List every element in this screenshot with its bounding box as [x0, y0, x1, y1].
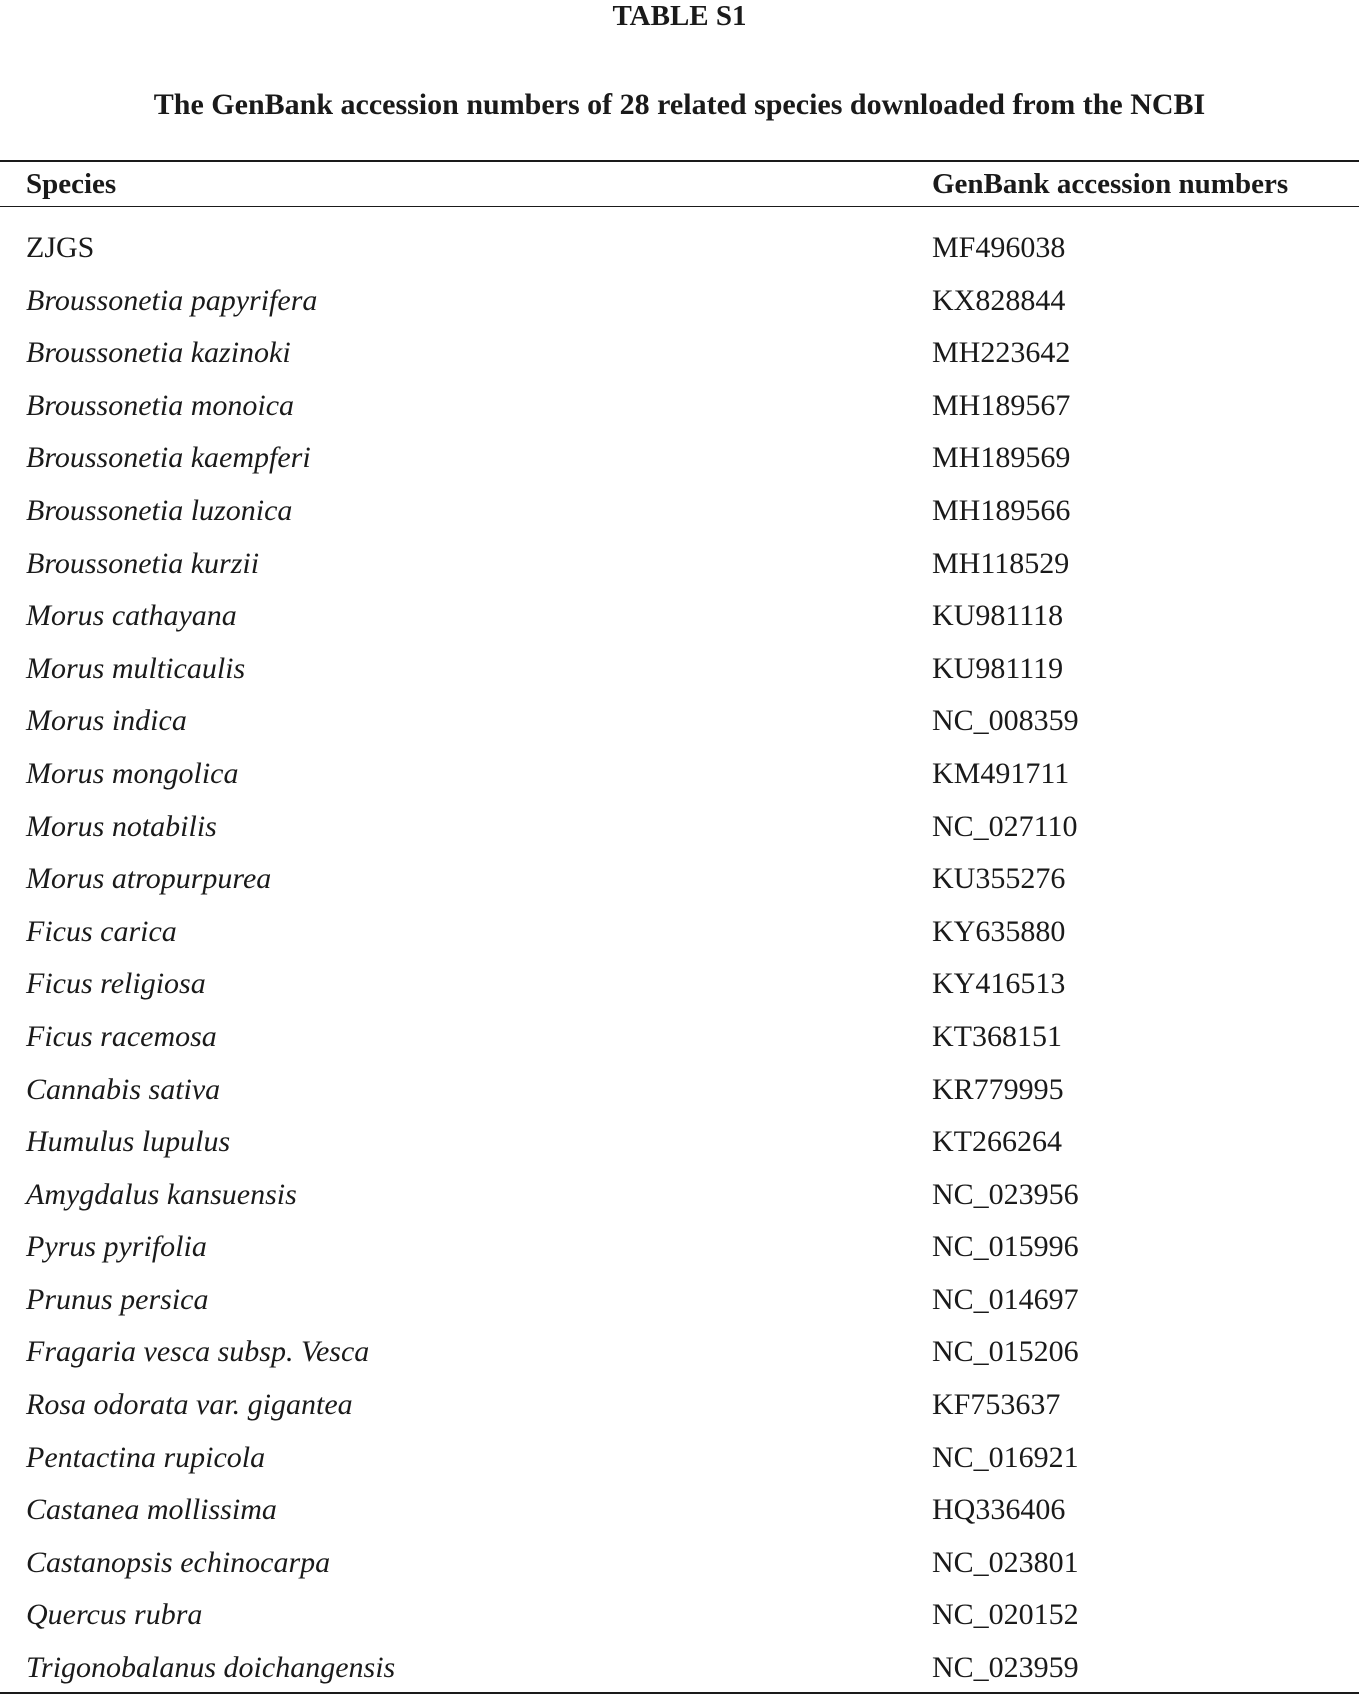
- species-cell: Broussonetia kurzii: [26, 546, 260, 580]
- table-row: [0, 327, 1359, 380]
- accession-cell: KX828844: [932, 283, 1066, 317]
- table-row: [0, 1064, 1359, 1117]
- species-cell: Ficus religiosa: [26, 967, 206, 1001]
- accession-cell: HQ336406: [932, 1493, 1066, 1527]
- species-cell: Morus atropurpurea: [26, 862, 272, 896]
- accession-cell: NC_023959: [932, 1651, 1079, 1685]
- table-caption: The GenBank accession numbers of 28 related species downloaded from the NCBI: [153, 88, 1206, 121]
- accession-cell: KU981118: [932, 599, 1064, 633]
- species-cell: Broussonetia kaempferi: [26, 441, 311, 475]
- table-row: [0, 958, 1359, 1011]
- species-cell: Broussonetia papyrifera: [26, 283, 318, 317]
- table-row: [0, 1379, 1359, 1432]
- table-label: TABLE S1: [612, 0, 747, 32]
- accession-cell: NC_016921: [932, 1440, 1079, 1474]
- species-column-header: Species: [26, 168, 117, 200]
- table-row: [0, 1116, 1359, 1169]
- accession-cell: MF496038: [932, 231, 1066, 264]
- species-cell: Morus multicaulis: [26, 651, 246, 685]
- accession-cell: NC_020152: [932, 1598, 1079, 1632]
- species-cell: Trigonobalanus doichangensis: [26, 1651, 396, 1685]
- table-row: [0, 275, 1359, 328]
- accession-cell: NC_015996: [932, 1230, 1079, 1264]
- accession-cell: MH189566: [932, 493, 1071, 527]
- table-row: [0, 222, 1359, 275]
- accession-cell: MH118529: [932, 546, 1070, 580]
- table-row: [0, 590, 1359, 643]
- accession-cell: NC_014697: [932, 1282, 1079, 1316]
- accession-cell: KR779995: [932, 1072, 1064, 1106]
- accession-cell: NC_027110: [932, 809, 1078, 843]
- table-row: [0, 485, 1359, 538]
- table-header-row: [0, 164, 1359, 204]
- table-row: [0, 1011, 1359, 1064]
- accession-cell: MH223642: [932, 336, 1071, 370]
- table-row: [0, 1432, 1359, 1485]
- table-row: [0, 906, 1359, 959]
- species-cell: Ficus carica: [26, 914, 177, 948]
- accession-cell: KU981119: [932, 651, 1064, 685]
- species-cell: Ficus racemosa: [26, 1019, 217, 1053]
- species-cell: Broussonetia monoica: [26, 388, 295, 422]
- species-cell: Humulus lupulus: [26, 1125, 231, 1159]
- table-row: [0, 1589, 1359, 1642]
- table-row: [0, 538, 1359, 591]
- species-cell: Morus indica: [26, 704, 187, 738]
- table-row: [0, 643, 1359, 696]
- accession-cell: NC_015206: [932, 1335, 1079, 1369]
- accession-cell: KM491711: [932, 756, 1070, 790]
- bottom-rule: [0, 1692, 1359, 1694]
- accession-cell: NC_008359: [932, 704, 1079, 738]
- accession-cell: KT368151: [932, 1019, 1062, 1053]
- table-row: [0, 801, 1359, 854]
- species-cell: Pyrus pyrifolia: [26, 1230, 207, 1264]
- species-cell: Castanea mollissima: [26, 1493, 277, 1527]
- table-row: [0, 695, 1359, 748]
- table-row: [0, 1169, 1359, 1222]
- species-cell: Morus mongolica: [26, 756, 239, 790]
- species-cell: Broussonetia luzonica: [26, 493, 293, 527]
- table-row: [0, 1537, 1359, 1590]
- species-cell: Cannabis sativa: [26, 1072, 221, 1106]
- species-cell: Quercus rubra: [26, 1598, 203, 1632]
- table-row: [0, 1642, 1359, 1695]
- species-cell: Pentactina rupicola: [26, 1440, 266, 1474]
- species-cell: Fragaria vesca subsp. Vesca: [26, 1335, 370, 1369]
- accession-cell: NC_023956: [932, 1177, 1079, 1211]
- species-cell: ZJGS: [26, 231, 95, 264]
- top-rule: [0, 160, 1359, 162]
- species-cell: Amygdalus kansuensis: [26, 1177, 297, 1211]
- table-row: [0, 1274, 1359, 1327]
- header-rule: [0, 206, 1359, 207]
- accession-cell: KF753637: [932, 1388, 1061, 1422]
- accession-cell: KT266264: [932, 1125, 1062, 1159]
- accession-cell: MH189569: [932, 441, 1071, 475]
- table-row: [0, 432, 1359, 485]
- table-row: [0, 1484, 1359, 1537]
- accession-cell: MH189567: [932, 388, 1071, 422]
- species-cell: Morus cathayana: [26, 599, 237, 633]
- accession-cell: KY635880: [932, 914, 1066, 948]
- species-cell: Morus notabilis: [26, 809, 217, 843]
- table-row: [0, 380, 1359, 433]
- accession-cell: KY416513: [932, 967, 1066, 1001]
- accession-column-header: GenBank accession numbers: [932, 168, 1289, 200]
- table-row: [0, 1326, 1359, 1379]
- species-cell: Prunus persica: [26, 1282, 209, 1316]
- table-body: [0, 222, 1359, 1695]
- accession-cell: NC_023801: [932, 1545, 1079, 1579]
- table-row: [0, 853, 1359, 906]
- species-cell: Rosa odorata var. gigantea: [26, 1388, 353, 1422]
- accession-cell: KU355276: [932, 862, 1066, 896]
- species-cell: Broussonetia kazinoki: [26, 336, 291, 370]
- table-row: [0, 748, 1359, 801]
- species-cell: Castanopsis echinocarpa: [26, 1545, 331, 1579]
- table-row: [0, 1221, 1359, 1274]
